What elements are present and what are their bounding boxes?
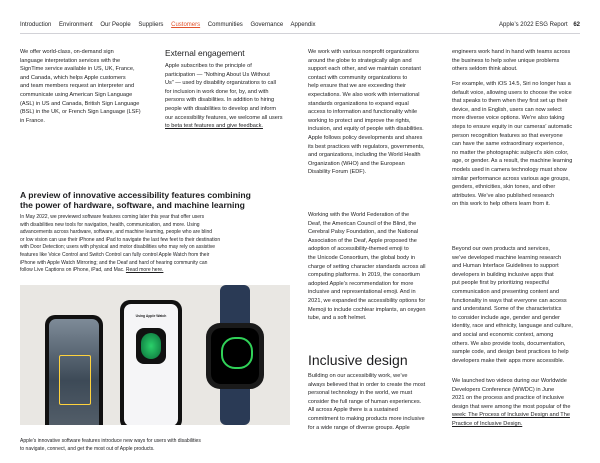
mirroring-title: Using Apple Watch [135,314,167,318]
apple-watch [206,323,264,389]
iphone-watch-mirroring [120,300,182,425]
figure-caption: Apple’s innovative software features introduce new ways for users with disabilities to navigate, connect, and get the most out of Apple products. [20,438,201,452]
nav-communities[interactable]: Communities [207,22,243,28]
beta-test-link[interactable]: to beta test features and give feedback. [165,123,263,130]
developers-paragraph: Beyond our own products and services, we’ve developed machine learning research and Human Interface Guidelines to support developers in building inclusive apps that put people first by prioritizing respectful communication and presenting content and functionality in ways that everyone can access and understand. Some of the characteristics to consider include age, gender and gender identity, race and ethnicity, language and culture, and social and economic context, among others. We also provide tools, documentation, sample code, and design best practices to help developers make their apps more accessible. [452,246,573,364]
wwdc-paragraph: We launched two videos during our Worldwide Developers Conference (WWDC) in June 2021 on the process and practice of inclusive design that were among the most popular of the week: The Process of Inclusive Design and The Practice of Inclusive Design. [452,378,571,427]
inclusive-design-heading: Inclusive design [308,352,408,368]
read-more-link[interactable]: Read more here. [125,267,164,274]
accessibility-features-image [20,285,290,425]
page-number: 62 [573,22,580,28]
header-divider [20,33,580,34]
inclusive-design-body: Building on our accessibility work, we’ve always believed that in order to create the most personal technology in the world, we must consider the full range of human experiences. All across Apple there is a sustained commitment to making products more inclusive for a wide range of diverse groups. Apple [308,373,426,431]
nav-our-people[interactable]: Our People [100,22,131,28]
nav-governance[interactable]: Governance [250,22,284,28]
nav-environment[interactable]: Environment [59,22,93,28]
nav-appendix[interactable]: Appendix [290,22,316,28]
external-engagement-body: Apple subscribes to the principle of participation — “Nothing About Us Without Us” — used by disability organizations to call for inclusion in work done for, by, and with persons with disabilities. In addition to hiring people with disabilities to develop and inform our accessibility features, we welcome all users to beta test features and give feedback. [165,63,283,130]
nav-suppliers[interactable]: Suppliers [138,22,164,28]
external-engagement-heading: External engagement [165,48,245,58]
nav-customers[interactable]: Customers [171,22,201,28]
engineers-paragraph: engineers work hand in hand with teams across the business to help solve unique problems others seldom think about. [452,49,571,73]
wwdc-videos-link[interactable]: week: The Process of Inclusive Design and The [452,412,570,419]
signtime-paragraph: We offer world-class, on-demand sign language interpretation services with the SignTime service available in US, UK, France, and Canada, which helps Apple customers and team members request an interpreter and communicate using American Sign Language (ASL) in US and Canada, British Sign Language (BSL) in the UK, or French Sign Language (LSF) in France. [20,49,141,124]
nonprofit-paragraph: We work with various nonprofit organizations around the globe to strategically align and support each other, and we maintain constant contact with community organizations to help ensure that we are exceeding their expectations. We also work with international standards organizations to expand equal access to information and functionality while working to protect and improve the rights, inclusion, and equity of people with disabilities. Apple follows policy developments and shares its best practices with regulators, governments, and organizations, including the World Health Organization (WHO) and the European Disability Forum (EDF). [308,49,425,176]
section-nav [20,22,322,28]
nav-introduction[interactable]: Introduction [20,22,52,28]
siri-camera-paragraph: For example, with iOS 14.5, Siri no longer has a default voice, allowing users to choose the voice that speaks to them when they first set up their device, and in English, users can now select more diverse voice options. We’re also taking steps to ensure equity in our cameras’ automatic person recognition features so that everyone can have the same extraordinary experience, no matter the photographic subject’s skin color, age, or gender. As a result, the machine learning models used in camera technology must show similar performance across various age groups, genders, ethnicities, skin tones, and other attributes. We’ve also published research on this work to help others learn from it. [452,81,573,208]
iphone-door-detection [45,315,103,425]
emoji-paragraph: Working with the World Federation of the Deaf, the American Council of the Blind, the Cerebral Palsy Foundation, and the National Association of the Deaf, Apple proposed the adoption of accessibility-themed emoji to the Unicode Consortium, the global body in charge of setting character standards across all computing platforms. In 2019, the consortium adopted Apple’s recommendation for more inclusive and representational emoji. And in 2021, we expanded the accessibility options for Memoji to include cochlear implants, an oxygen tube, and a soft helmet. [308,212,426,322]
report-header [499,22,580,28]
preview-body: In May 2022, we previewed software features coming later this year that offer users with disabilities new tools for navigation, health, communication, and more. Using advancements across hardware, software, and machine learning, people who are blind or low vision can use their iPhone and iPad to navigate the last few feet to their destination with Door Detection; users with physical and motor disabilities who may rely on assistive features like Voice Control and Switch Control can fully control Apple Watch from their iPhone with Apple Watch Mirroring; and the Deaf and hard of hearing community can follow Live Captions on iPhone, iPad, and Mac. Read more here. [20,214,221,274]
practice-of-inclusive-design-link[interactable]: Practice of Inclusive Design. [452,420,523,427]
report-title: Apple’s 2022 ESG Report [499,22,568,28]
preview-heading: A preview of innovative accessibility features combining the power of hardware, software, and machine learning [20,190,251,210]
